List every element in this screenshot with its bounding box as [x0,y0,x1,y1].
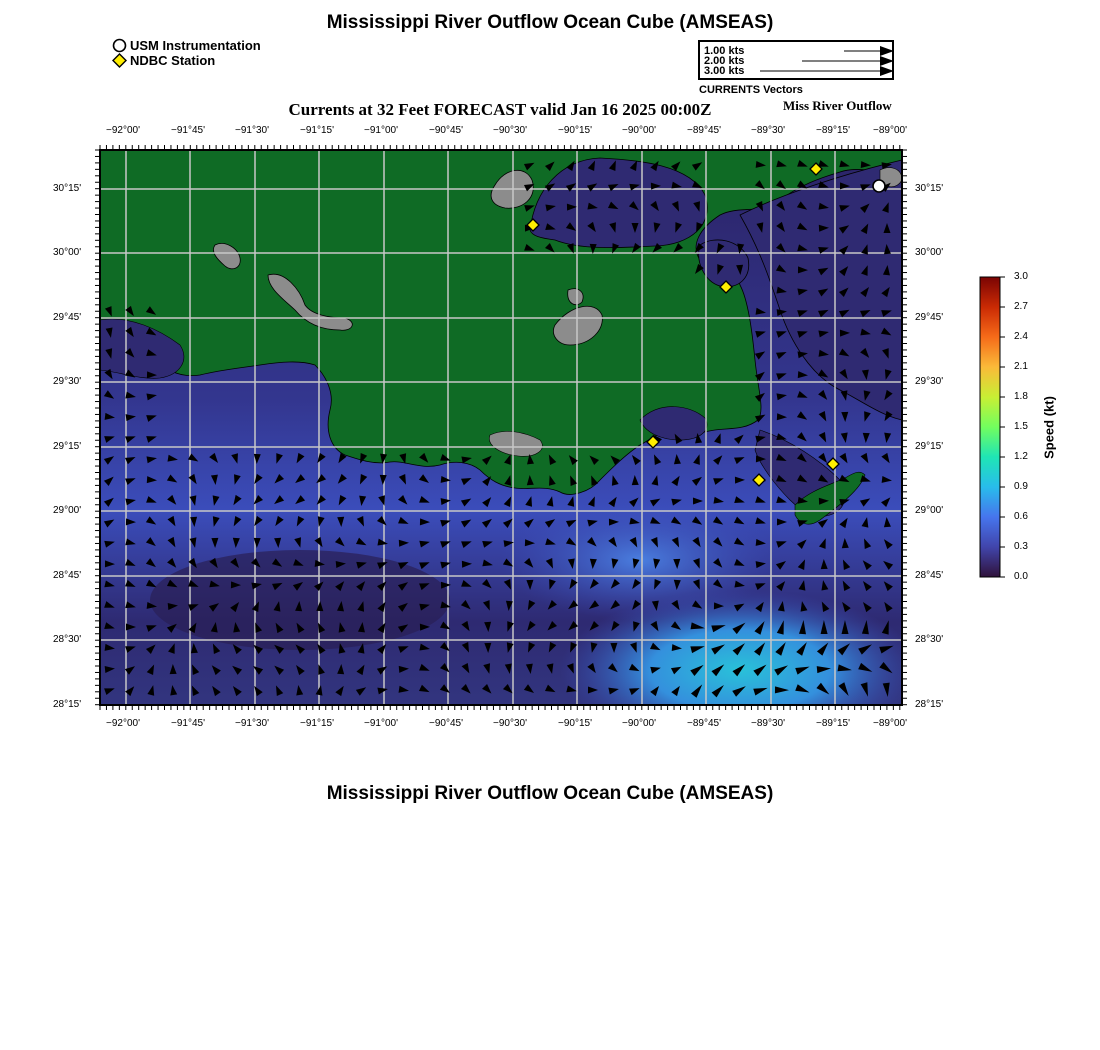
colorbar-tick: 2.4 [1014,331,1028,342]
vector-key-caption: CURRENTS Vectors [699,84,803,96]
lon-tick-bottom: −91°30' [235,718,269,729]
lat-tick-left: 29°45' [53,312,82,323]
colorbar-ticks [1000,277,1005,577]
colorbar-tick: 0.3 [1014,541,1028,552]
lat-tick-right: 30°00' [915,247,944,258]
lon-tick-top: −91°45' [171,125,205,136]
lat-tick-right: 28°15' [915,699,944,710]
region-label: Miss River Outflow [783,98,892,113]
lon-tick-top: −89°30' [751,125,785,136]
lon-tick-top: −90°00' [622,125,656,136]
lat-tick-right: 28°45' [915,570,944,581]
map-field [100,150,920,750]
lon-tick-top: −91°30' [235,125,269,136]
lat-tick-right: 29°15' [915,441,944,452]
lon-tick-bottom: −89°00' [873,718,907,729]
vector-key-1: 1.00 kts [704,45,745,57]
colorbar-label: Speed (kt) [1041,396,1057,459]
lon-tick-bottom: −90°15' [558,718,592,729]
lon-tick-top: −89°00' [873,125,907,136]
usm-instrument-marker[interactable] [873,180,885,192]
lon-tick-bottom: −90°45' [429,718,463,729]
lon-tick-top: −89°15' [816,125,850,136]
lon-tick-bottom: −91°15' [300,718,334,729]
map-title-repeat: Mississippi River Outflow Ocean Cube (AMSEAS) [326,783,774,804]
colorbar-tick: 0.0 [1014,571,1028,582]
lon-tick-bottom: −89°45' [687,718,721,729]
vector-key-3: 3.00 kts [704,65,745,77]
lat-tick-right: 29°45' [915,312,944,323]
lon-tick-bottom: −91°00' [364,718,398,729]
colorbar-tick: 0.9 [1014,481,1028,492]
colorbar-tick: 1.2 [1014,451,1028,462]
lon-tick-top: −90°15' [558,125,592,136]
lat-tick-left: 29°15' [53,441,82,452]
inland-lake-cataouatche [568,289,583,305]
lon-tick-top: −91°00' [364,125,398,136]
lat-tick-left: 28°45' [53,570,82,581]
lat-tick-left: 30°15' [53,183,82,194]
colorbar-tick: 2.1 [1014,361,1028,372]
colorbar [980,277,1000,577]
lon-tick-bottom: −90°30' [493,718,527,729]
lon-tick-top: −89°45' [687,125,721,136]
lon-tick-top: −90°45' [429,125,463,136]
lat-tick-right: 29°30' [915,376,944,387]
legend-ndbc-label: NDBC Station [130,53,216,68]
lat-tick-left: 28°30' [53,634,82,645]
map-subtitle: Currents at 32 Feet FORECAST valid Jan 16 2025 00:00Z [288,100,712,119]
legend-usm-label: USM Instrumentation [130,38,261,53]
lat-tick-left: 28°15' [53,699,82,710]
lon-tick-bottom: −90°00' [622,718,656,729]
vector-key-2: 2.00 kts [704,55,745,67]
lat-tick-left: 29°30' [53,376,82,387]
colorbar-tick: 0.6 [1014,511,1028,522]
lat-tick-left: 29°00' [53,505,82,516]
lat-tick-right: 29°00' [915,505,944,516]
colorbar-tick: 2.7 [1014,301,1028,312]
colorbar-tick: 1.5 [1014,421,1028,432]
lon-tick-top: −90°30' [493,125,527,136]
lon-tick-bottom: −91°45' [171,718,205,729]
colorbar-tick: 3.0 [1014,271,1028,282]
lon-tick-top: −91°15' [300,125,334,136]
lon-tick-bottom: −89°30' [751,718,785,729]
lon-tick-bottom: −92°00' [106,718,140,729]
map-title: Mississippi River Outflow Ocean Cube (AMSEAS) [326,12,774,33]
lat-tick-right: 28°30' [915,634,944,645]
lat-tick-left: 30°00' [53,247,82,258]
lat-tick-right: 30°15' [915,183,944,194]
lon-tick-top: −92°00' [106,125,140,136]
lon-tick-bottom: −89°15' [816,718,850,729]
colorbar-tick: 1.8 [1014,391,1028,402]
